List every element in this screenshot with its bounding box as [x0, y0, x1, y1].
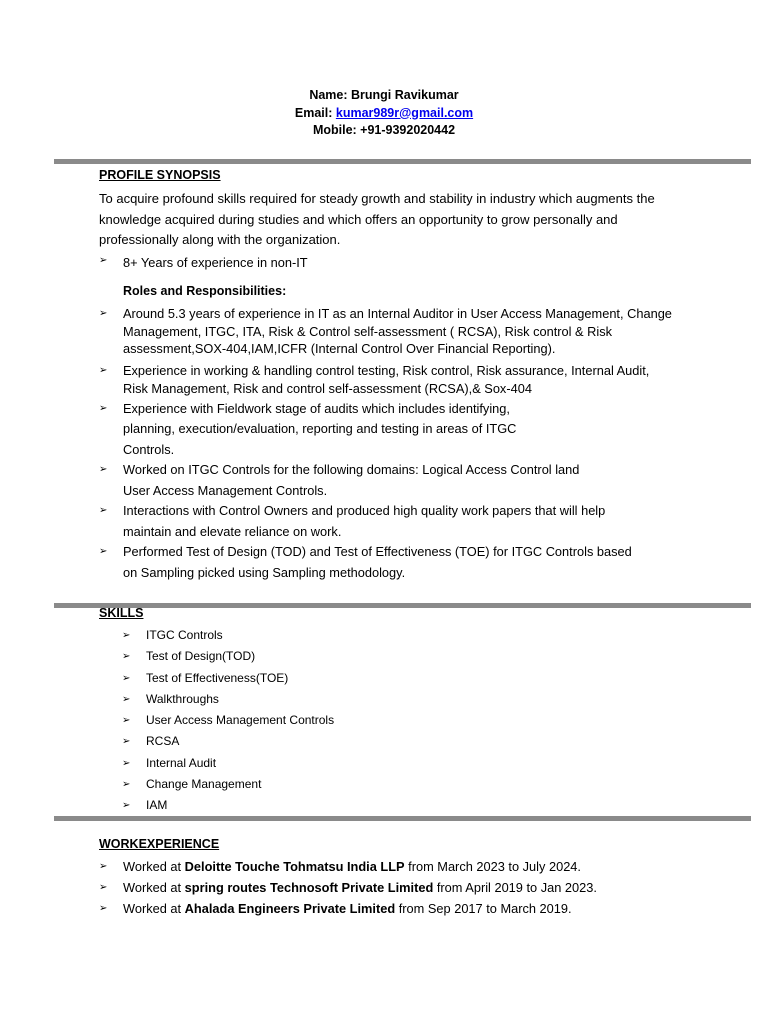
divider-3	[54, 816, 751, 821]
arrow-bullet-icon: ➢	[99, 505, 108, 516]
mobile-line: Mobile: +91-9392020442	[312, 123, 456, 137]
list-item: ➢ RCSA	[122, 731, 334, 752]
arrow-bullet-icon: ➢	[122, 693, 131, 705]
list-item: ➢ Worked at spring routes Technosoft Private Limited from April 2019 to Jan 2023.	[99, 877, 597, 898]
list-item: ➢ ITGC Controls	[122, 625, 334, 646]
arrow-bullet-icon: ➢	[122, 736, 131, 748]
arrow-bullet-icon: ➢	[99, 255, 108, 266]
list-item: ➢ Change Management	[122, 774, 334, 795]
skills-title: SKILLS	[99, 606, 144, 620]
list-item: ➢ Around 5.3 years of experience in IT as an Internal Auditor in User Access Management, Change Management, ITGC, ITA, Risk & Control self-assessment ( RCSA), Risk control & Risk assessment,SOX-404,IAM,ICFR (Internal Control Over Financial Reporting).	[99, 306, 672, 356]
email-link[interactable]: kumar989r@gmail.com	[335, 105, 474, 120]
arrow-bullet-icon: ➢	[122, 715, 131, 727]
list-item: ➢ Worked at Deloitte Touche Tohmatsu India LLP from March 2023 to July 2024.	[99, 856, 597, 877]
work-list	[99, 856, 597, 919]
arrow-bullet-icon: ➢	[99, 882, 108, 893]
contact-header	[0, 87, 768, 140]
company-name: Ahalada Engineers Private Limited	[184, 901, 396, 916]
list-item: ➢ Internal Audit	[122, 753, 334, 774]
list-item: ➢ Worked at Ahalada Engineers Private Limited from Sep 2017 to March 2019.	[99, 898, 597, 919]
list-item: ➢ Worked on ITGC Controls for the following domains: Logical Access Control land User Access Management Controls.	[99, 462, 580, 498]
email-line	[0, 105, 768, 123]
arrow-bullet-icon: ➢	[122, 779, 131, 791]
skills-list	[122, 625, 334, 817]
list-item: ➢ 8+ Years of experience in non-IT	[99, 255, 308, 270]
work-title: WORKEXPERIENCE	[99, 837, 220, 851]
roles-list	[99, 305, 675, 583]
arrow-bullet-icon: ➢	[99, 903, 108, 914]
arrow-bullet-icon: ➢	[122, 630, 131, 641]
profile-summary: To acquire profound skills required for steady growth and stability in industry which augments the knowledge acquired during studies and which offers an opportunity to grow personally and professionally along with the organization.	[99, 191, 655, 247]
arrow-bullet-icon: ➢	[122, 757, 131, 769]
profile-title: PROFILE SYNOPSIS	[99, 168, 221, 182]
list-item: ➢ IAM	[122, 795, 334, 816]
divider-2	[54, 603, 751, 608]
company-name: Deloitte Touche Tohmatsu India LLP	[184, 859, 405, 874]
list-item: ➢ Test of Design(TOD)	[122, 646, 334, 667]
divider-1	[54, 159, 751, 164]
list-item: ➢ Performed Test of Design (TOD) and Test of Effectiveness (TOE) for ITGC Controls based on Sampling picked using Sampling methodology.	[99, 544, 632, 580]
name-line: Name: Brungi Ravikumar	[309, 88, 459, 102]
arrow-bullet-icon: ➢	[122, 672, 131, 684]
arrow-bullet-icon: ➢	[99, 861, 108, 872]
list-item: ➢ Interactions with Control Owners and produced high quality work papers that will help maintain and elevate reliance on work.	[99, 503, 606, 539]
list-item: ➢ User Access Management Controls	[122, 710, 334, 731]
roles-heading: Roles and Responsibilities:	[123, 284, 287, 298]
arrow-bullet-icon: ➢	[99, 464, 108, 475]
arrow-bullet-icon: ➢	[99, 402, 108, 414]
company-name: spring routes Technosoft Private Limited	[184, 880, 434, 895]
list-item: ➢ Walkthroughs	[122, 689, 334, 710]
arrow-bullet-icon: ➢	[122, 651, 131, 663]
arrow-bullet-icon: ➢	[99, 546, 108, 557]
list-item: ➢ Experience in working & handling control testing, Risk control, Risk assurance, Internal Audit, Risk Management, Risk and control self-assessment (RCSA),& Sox-404	[99, 362, 650, 396]
email-label: Email:	[294, 105, 336, 120]
arrow-bullet-icon: ➢	[122, 800, 131, 812]
arrow-bullet-icon: ➢	[99, 364, 108, 376]
list-item: ➢ Experience with Fieldwork stage of audits which includes identifying, planning, execution/evaluation, reporting and testing in areas of ITGC Controls.	[99, 400, 517, 457]
arrow-bullet-icon: ➢	[99, 308, 108, 319]
list-item: ➢ Test of Effectiveness(TOE)	[122, 668, 334, 689]
experience-list	[99, 255, 699, 270]
